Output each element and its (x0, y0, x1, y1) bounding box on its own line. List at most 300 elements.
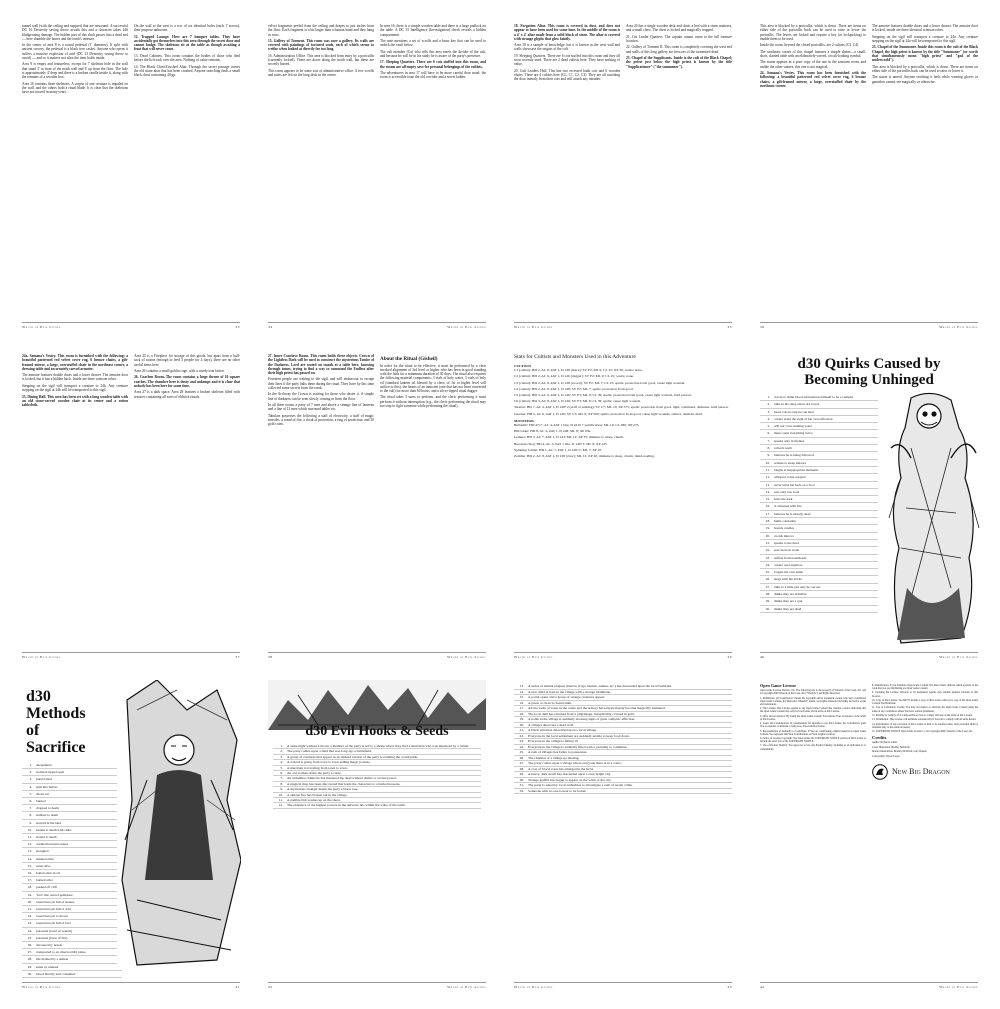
paragraph: 17. Sleeping Quarters. There are 6 cots stuffed into this room, and the rooms are all empty save for personal belongings of the cultists. (380, 60, 486, 69)
running-footer: Wrath of Evil Liches (939, 325, 978, 329)
paragraph: This room appears to be some sort of administrative office. A few scrolls and notes are left on the long desk in the center. (268, 68, 374, 78)
list-item (760, 474, 878, 481)
item-text: refuses to sleep indoors (774, 460, 806, 465)
item-text: never turns his back on a door (774, 482, 815, 487)
item-text: "fed" into sacred gemstone (36, 892, 73, 897)
item-text: A priest or cleric is found slain. (528, 700, 573, 705)
page-title: d30 Methods of Sacrifice (26, 688, 86, 756)
column-right (134, 354, 240, 636)
license-clause: 4. Grant and Consideration: In consideration for agreeing to use this License, the Contributors grant You a perpetual, worldwide, royalty-free, non-exclusive license. (760, 722, 866, 729)
item-number: 5. (767, 424, 770, 429)
item-text: blood directly and consumed (36, 971, 76, 976)
item-number: 13. (765, 482, 770, 487)
page-40 (751, 340, 987, 666)
item-text: tossed into pit to drown (36, 914, 69, 919)
item-number: 7. (280, 776, 283, 781)
column-left (268, 354, 374, 636)
paragraph: Area 20 has a single wooden desk and chair, a bed with a straw mattress, and a small chest. The chest is locked and magically trapped. (626, 24, 732, 33)
page-39 (505, 340, 741, 666)
list-item (22, 935, 122, 942)
item-text: Everyone in the local settlement are suddenly unable to keep food down. (528, 733, 630, 738)
lich-illustration (881, 388, 981, 650)
item-text: thinks they are dead (774, 606, 802, 611)
page-heading: Stats for Cultists and Monsters Used in this Adventure (514, 354, 636, 360)
item-text: The existence of the highest powers in the universe lies within the walls of the tomb. (287, 803, 406, 808)
list-item (760, 562, 878, 569)
running-footer: Wrath of Evil Liches (514, 985, 553, 989)
running-footer: Wrath of Evil Liches (514, 325, 553, 329)
item-text: A stake night without a moon: a member of the party is led to a shrine where they find a dead man who was murdered by a cultist. (287, 744, 470, 748)
running-footer: Wrath of Evil Liches (939, 985, 978, 989)
item-number: 28. (519, 766, 524, 771)
page-number: 41 (235, 985, 240, 989)
item-text: An old woman offers the party a curse. (287, 771, 342, 776)
item-text: The children of a village go missing. (528, 755, 580, 760)
list-item (760, 511, 878, 518)
paragraph: Area 26 contains a small goblin cage, with a sturdy iron lattice. (134, 368, 225, 373)
item-text: eaten by undead (36, 964, 59, 969)
license-clause: 7. Use of Product Identity: You agree not to Use any Product Identity, including as an indication as to compatibility. (760, 744, 866, 751)
item-number: 21. (27, 907, 32, 912)
paragraph: 14. The Black Chest/Crushed Altar. Through the secret passage comes the old stone altar that has been crushed. Anyone searching finds a small black chest containing 40 gp. (134, 64, 240, 78)
item-number: 29. (765, 599, 770, 604)
item-number: 7. (767, 438, 770, 443)
item-text: sings with the devils (774, 577, 802, 582)
item-number: 22. (765, 548, 770, 553)
item-number: 26. (519, 755, 524, 760)
page-number: 39 (727, 655, 732, 659)
item-text: believes he is being followed (774, 453, 814, 458)
stat-block: C3 (cultist): HD 2, AC 8, #AT 1, D 1d8 (sword); SV F2; ML 7; CL 25; spells: protection from good, cause light wounds. (514, 380, 686, 385)
item-number: 10. (765, 460, 770, 465)
paragraph: The armoire features double doors and a lower drawer. The armoire door is locked, but it has a hidden latch. Inside are three crimson robes. (22, 373, 128, 382)
item-number: 10. (27, 827, 32, 832)
item-number: 31. (519, 783, 524, 787)
item-text: cannot stand the sight of his own reflection (774, 416, 833, 421)
publisher-name: New Big Dragon (892, 767, 950, 777)
dragon-icon (872, 764, 888, 780)
item-number: 8. (29, 813, 32, 818)
item-number: 18. (27, 885, 32, 890)
item-text: suffers from nosebleeds (774, 555, 807, 560)
page-number: 44 (760, 985, 765, 989)
item-number: 6. (280, 771, 283, 776)
list-item (22, 769, 122, 776)
item-text: talks to a little girl only he can see (774, 584, 821, 589)
license-clause: Open Game License Version 1.0a. The following text is the property of Wizards of the Coast, Inc. and is Copyright 2000 Wizards of the Coast, Inc ("Wizards"). All Rights Reserved. (760, 689, 866, 696)
paragraph: The adventurers in area 17 will have to be more careful than usual: the room is accessible from the old corridor and a secret ladder. (380, 71, 486, 80)
item-text: whispers to his weapon (774, 475, 806, 480)
list-item (22, 791, 122, 798)
list-item (760, 409, 878, 416)
sacrifice-illustration (117, 680, 241, 970)
license-clause: 6. Notice of License Copyright: You must update the COPYRIGHT NOTICE portion of this License to include the exact text of the COPYRIGHT NOTICE. (760, 737, 866, 744)
item-text: skinned alive (36, 856, 54, 861)
item-text: burned alive (36, 878, 53, 883)
list-item (22, 834, 122, 841)
item-number: 24. (765, 562, 770, 567)
item-number: 1. (280, 744, 283, 748)
item-number: 9. (767, 453, 770, 458)
running-footer: Wrath of Evil Liches (22, 985, 61, 989)
item-number: 30. (27, 971, 32, 976)
list-item (22, 827, 122, 834)
paragraph: tunnel wall (with the ceiling and support) that are unwound. A successful DC 16 Dexterity saving throw avoids this and a character takes 1d6 bludgeoning damage. The hidden part of this shaft passes into a dead end — here shamble the bones and the tomb's treasure. (22, 24, 128, 41)
item-number: 29. (27, 964, 32, 969)
item-number: 23. (765, 555, 770, 560)
item-text: boiled alive in oil (36, 871, 60, 876)
paragraph: 20. Cult Leaders Hall. This has two recessed bunk cots and 6 wooden chairs. There are 4 cultists here (CL, C1, C2, C3). They are all watching the door intently from their cots and will attack any intruder. (514, 68, 620, 82)
item-text: sees faces in walls (774, 548, 799, 553)
item-number: 23. (519, 739, 524, 743)
item-text: Someone with no one is near to be found. (528, 788, 587, 793)
item-text: fears the dark (774, 497, 793, 502)
item-text: pushed off cliff (36, 885, 57, 890)
item-number: 17. (519, 706, 524, 710)
item-text: A rash of villages has fallen to possession. (528, 750, 588, 754)
item-number: 27. (765, 584, 770, 589)
page-number: 33 (235, 325, 240, 329)
list-item (22, 870, 122, 877)
paragraph: On the wall to the west is a row of six identical holes (each 1' across), their purpose unknown. (134, 24, 240, 33)
item-number: 24. (519, 744, 524, 749)
stat-block: Hill Giant: HD 8, AC 4, #AT 1, D 2d8; ML 8; XP 650. (514, 429, 592, 434)
list-item (760, 482, 878, 489)
paragraph: 23. Chapel of the Supplicants. Inside is the cult of the Black Chapel; the priest just below the high priest is known by the title "Supplicationer" ("the summoner"). (626, 56, 732, 69)
stat-block: Tarabur: HD 7, AC 4, #AT 1, D 1d8+2 (staff of striking); SV C7; ML 10; XP 575; spells: protection from good, light, command, darkness, hold person. (514, 405, 729, 410)
running-footer: Wrath of Evil Liches (447, 985, 486, 989)
item-text: life drained by a demon (36, 957, 69, 962)
stat-block: C2 (cultist): HD 2, AC 9, #AT 1, D 1d6 (dagger); SV F2; ML 9; CL 25; wants: none. (514, 374, 634, 379)
list-item (22, 848, 122, 855)
item-number: 17. (765, 511, 770, 516)
list-item (22, 899, 122, 906)
paragraph: Area 9 is empty and featureless, except for 7 skeleton hide in the wall that stand 3' in front of the north wall and 6' up from the floor. The hole is approximately 4' deep and there is a broken candle inside it, along with the remains of a wooden box. (22, 62, 128, 80)
item-text: transported to an otherworldly plane (36, 950, 86, 955)
list-item (22, 798, 122, 805)
item-number: 29. (519, 772, 524, 776)
item-text: A zombie fish washes up on the shore. (287, 798, 341, 803)
paragraph: The statue is unreal. Anyone reaching it feels while wearing gloves or gauntlets cannot see magically or otherwise. (872, 75, 978, 84)
running-footer: Wrath of Evil Liches (939, 655, 978, 659)
list-item (760, 423, 878, 430)
item-text: A black wind has descended upon a local village. (528, 728, 597, 732)
license-clause: 12. Inability to Comply: If it is impossible for You to comply with any of the terms of this License. (872, 713, 973, 717)
license-clause: 3. Offer and Acceptance: By Using the Open Game Content You indicate Your acceptance of the terms of this License. (760, 714, 866, 721)
item-number: 15. (765, 497, 770, 502)
paragraph: Stepping on the sigil will transport a creature to 24b. Any creature stepping on the sigil at 24b will be transported to this sigil. (22, 383, 128, 393)
item-number: 26. (765, 577, 770, 582)
credits-title: Credits (872, 735, 887, 741)
list-item (760, 460, 878, 467)
stat-block: C1 (cultist): HD 2, AC 8, #AT 1, D 1d6 (mace); SV F2; ML 9; CL 25; XP 39; wants: none. (514, 368, 643, 373)
paragraph: This area is blocked by a portcullis, which is down. There are items on either side of the portcullis back can be used to raise or lower it. (872, 64, 978, 73)
ogl-column-left (760, 684, 866, 974)
list-item (760, 394, 878, 401)
item-text: believes he is already dead (774, 511, 811, 516)
page-number: 34 (268, 325, 273, 329)
list-item (760, 555, 878, 562)
hooks-list (273, 744, 481, 809)
item-number: 14. (765, 489, 770, 494)
list-item (22, 956, 122, 963)
item-text: A sinister fire has broken out in the village. (287, 792, 348, 797)
item-number: 15. (27, 863, 32, 868)
item-number: 11. (278, 798, 283, 803)
item-number: 2. (280, 749, 283, 754)
list-item (22, 884, 122, 891)
item-text: A mysterious stranger hands the party a black rose. (287, 787, 359, 792)
item-number: 4. (29, 784, 32, 789)
item-text: A magical map has been discovered that leads the characters to a buried treasure. (287, 781, 401, 786)
list-item (22, 762, 122, 769)
paragraph: The armoire features double doors and a lower drawer. The armoire door is locked, inside are three identical crimson robes. (872, 24, 978, 33)
item-number: 19. (27, 892, 32, 897)
cultists-heading: CULTISTS (514, 364, 532, 368)
stat-blocks (514, 364, 732, 634)
list-item (514, 789, 732, 795)
item-number: 1. (767, 395, 770, 399)
paragraph: Inside the room, beyond the closed portcullis, are 2 cultists (C3, C4). (760, 43, 860, 48)
item-number: 4. (767, 416, 770, 421)
item-text: poisoned (bowl of venom) (36, 928, 72, 933)
list-item (760, 467, 878, 474)
paragraph: The statue appears as a poor copy of the one in the sanctum room, and unlike the other statues, this one is not magical. (760, 60, 866, 69)
list-item (760, 576, 878, 583)
license-clause: 11. Use of Contributor Credits: You may not market or advertise the Open Game Content using the name of any Contributor unless You have written permission. (872, 706, 978, 713)
item-number: 4. (280, 760, 283, 765)
running-footer: Wrath of Evil Liches (514, 655, 553, 659)
stat-block: Bullsimir: HD 4+1*, AC 4, #AT 1 bite; D 2d10 + petrification; ML 10; CL 280; XP 275. (514, 423, 640, 428)
item-number: 22. (519, 733, 524, 738)
running-footer: Wrath of Evil Liches (22, 655, 61, 659)
item-text: crushed between stones (36, 842, 69, 847)
paragraph: The cult member (Cu) who tells this area meets the divider of the cult, and because he will be in his study he is aware of the party's presence. (380, 49, 486, 58)
page-number: 40 (760, 655, 765, 659)
item-number: 13. (519, 684, 524, 688)
paragraph: Area 25 is a Fireplace for storage of this goods, but apart from a half-sack of raisins (enough to feed 3 people for 4 days), there are no other useful items here. (134, 354, 240, 367)
credit-line: Cover Illustration: Bradley McDevitt (872, 745, 910, 749)
item-text: A new child is born in the village with a strange birthmark. (528, 689, 611, 694)
item-number: 5. (29, 791, 32, 796)
page-38 (259, 340, 495, 666)
item-number: 21. (519, 728, 524, 732)
license-clause: 9. Updating the License: Wizards or its designated Agents may publish updated versions of this License. (872, 691, 978, 698)
page-number: 37 (235, 655, 240, 659)
paragraph: 24. Samana's Vestry. This room has been furnished with the following: a beautiful patterned red velvet cover rug, 6 bronze chairs, a gilt-framed mirror, a large, overstuffed chair by the northeast corner. (760, 71, 866, 88)
paragraph: This area is blocked by a portcullis, which is down. There are items on either side of the portcullis back can be used to raise or lower the portcullis. The levers are locked and require a key (or lockpicking) to enable them to be used. (760, 24, 866, 41)
item-text: dropped to death (36, 806, 59, 811)
item-text: Everyone in the village is suddenly filled with a yearning to commune. (528, 744, 628, 749)
item-number: 28. (765, 592, 770, 597)
list-item (22, 863, 122, 870)
paragraph: The southeast corner of this chapel features a simple shrine—a small, short, slanted table with an elaborately-carved, occult-looking symbol. (760, 49, 866, 58)
item-number: 18. (765, 519, 770, 524)
item-number: 2. (29, 770, 32, 775)
column-right (872, 24, 978, 306)
item-number: 27. (27, 950, 32, 955)
item-number: 22. (27, 914, 32, 919)
item-text: talks in his sleep about old lovers (774, 402, 820, 407)
item-text: speaks only in rhymes (774, 438, 805, 443)
item-number: 14. (519, 689, 524, 694)
list-item (760, 489, 878, 496)
item-text: The party is asked by local authorities to investigate a rash of recent crime. (528, 783, 633, 787)
item-number: 18. (519, 711, 524, 716)
item-text: stoned to death (36, 835, 57, 840)
list-item (22, 913, 122, 920)
item-text: A wizard is going from town to town selling magic potions. (287, 760, 371, 765)
license-clause: 8. Identification: If you distribute Open Game Content You must clearly indicate which portions of the work that you are distributing are Open Game Content. (872, 684, 978, 691)
paragraph: Fourteen people are waiting to the sigil, and will endeavour to escape their lines if the party halts them during the ritual. They have by this time collected some secrets from the tomb. (268, 377, 374, 390)
credit-line: Cartography: Dyson Logos (872, 754, 900, 758)
paragraph: In the center of area 8 is a round pedestal (1' diameter). If split with ancient sorcery, the pedestal is a black iron casket. Anyone who opens it suffers a massive explosion of acid (DC 13 Dexterity saving throw to avoid) — and so it matters not what the item holds inside. (22, 43, 128, 60)
credit-line: Author: Richard Le Reis (872, 741, 898, 745)
item-text: devoured by beasts (36, 943, 62, 948)
item-text: forgets his own name (774, 570, 804, 575)
item-number: 12. (27, 842, 32, 847)
list-item (760, 547, 878, 554)
paragraph: In order for the ritual to be effective, it must be performed by a clear invoked alignment of 3rd level or higher who has been in good standing with the faith for a minimum duration of 30 days. The ritual also requires the following material components: 3 vials of holy water, 3 vials of holy oil (standard lantern oil blessed by a cleric of 1st or higher level will suffice to this), the hearts of an innocent (one that has not been converted to the cult) for more than 60 hours, and a silver-tipped ritual dagger. (380, 363, 486, 393)
paragraph: Tabulars possesses the following a staff of electricity, a staff of magic missiles, a wand of fire, a cloak of protection, a ring of protection, and 50 gold coins. (268, 413, 374, 427)
item-text: A heavy, dark storm has descended upon a once bright city. (528, 772, 611, 776)
item-number: 16. (765, 504, 770, 509)
item-number: 20. (519, 722, 524, 727)
list-item (760, 496, 878, 503)
paragraph: 13. Dead Cabinets. This room contains the bodies of those who died before the lich took over the area. Nothing of value remains. (134, 53, 240, 63)
list-item (22, 877, 122, 884)
column-left (268, 24, 374, 306)
paragraph: 22. Gallery of Torment II. This room is completely covering the west end and walls of this long gallery are frescoes of the tormented dead. (626, 45, 732, 54)
list-item (22, 776, 122, 783)
item-text: split into halves (36, 784, 58, 789)
item-text: stomach ripped open (36, 770, 65, 775)
item-number: 32. (519, 788, 524, 793)
item-text: A crop of blood roses has emerged in the field. (528, 766, 594, 771)
item-number: 11. (27, 835, 32, 840)
item-text: eats only raw food (774, 489, 800, 494)
item-text: The local dam has returned from a pilgrimage, inexplicably covered in gold. (528, 711, 635, 716)
item-number: 11. (765, 467, 770, 472)
page-33 (13, 10, 249, 336)
item-text: hears voices only he can hear (774, 409, 814, 414)
list-item (760, 401, 878, 408)
item-text: A merchant is traveling from town to town. (287, 765, 348, 770)
list-item (22, 928, 122, 935)
running-footer: Wrath of Evil Liches (22, 325, 61, 329)
stat-block: C5 (cultist): HD 3, AC 9, #AT 1, D 1d6; SV F3; ML 8; CL 39; spells: protection from good, cause light wounds, hold person. (514, 393, 692, 398)
list-item (22, 971, 122, 978)
list-item (760, 445, 878, 452)
paragraph: 26. Coachen Room. The room contains a large throne of 16 square coaches. The chamber here is dusty and unkempt and it is clear that nobody has been here for some time. (134, 375, 240, 388)
list-item (760, 540, 878, 547)
license-clause: 13. Termination: This License will terminate automatically if You fail to comply with all terms herein. (872, 718, 976, 722)
page-title: d30 Evil Hooks & Seeds (305, 724, 449, 739)
item-number: 6. (767, 431, 770, 436)
item-number: 13. (27, 849, 32, 854)
column-left (22, 24, 128, 306)
item-number: 24. (27, 928, 32, 933)
quirks-list (760, 394, 878, 613)
list-item (760, 598, 878, 605)
item-text: craves to drink blood and believes himself to be a vampire (774, 395, 854, 399)
item-text: The party comes upon a village where everyone there is in a coma. (528, 761, 622, 765)
header-illustration (268, 680, 486, 730)
item-text: strangled (36, 849, 49, 854)
item-text: starved in the land (36, 820, 61, 825)
item-text: thinks they are a god (774, 599, 803, 604)
item-text: speaks to the dead (774, 540, 799, 545)
item-text: burned (36, 799, 46, 804)
license-clause: 1. Definitions: (a)"Contributors" means the copyright and/or trademark owners who have contributed Open Game Content; (b)"Derivative Material" means copyrighted material including derivative works and translations. (760, 696, 866, 706)
running-footer: Wrath of Evil Liches (447, 325, 486, 329)
license-clause: 5. Representation of Authority to Contribute: If You are contributing original material as Open Game Content, You represent that Your Contributions are Your original creation. (760, 729, 866, 736)
sacrifice-list (22, 762, 122, 978)
page-number: 38 (268, 655, 273, 659)
list-item (760, 533, 878, 540)
item-number: 10. (278, 792, 283, 797)
page-44 (751, 670, 987, 996)
item-number: 6. (29, 799, 32, 804)
list-item (22, 949, 122, 956)
stat-block: C6 (cultist): HD 3, AC 8, #AT 1, D 1d6; SV F3; ML 8; CL 39; spells: cause light wounds. (514, 399, 642, 404)
item-text: stabbed to death (36, 813, 59, 818)
item-text: is obsessed with fire (774, 504, 802, 509)
list-item (22, 805, 122, 812)
item-number: 2. (767, 402, 770, 407)
item-number: 20. (27, 899, 32, 904)
item-text: A noble in the village is suddenly showing signs of great vampiric affliction. (528, 717, 636, 721)
column-right (380, 354, 486, 636)
paragraph: 12. Trapped Lounge. Here are 7 banquet tables. They have accidentally got themselves into this area through the secret door and cannot budge. The skeletons sit at the table as though awaiting a feast that will never come. (134, 34, 240, 52)
list-item (22, 892, 122, 899)
list-item (22, 841, 122, 848)
paragraph: 25. Dining Hall. This area has been set with a long wooden table with an old stone-carved wooden chair at its center and a rotten tablecloth. (22, 394, 128, 408)
item-text: thinks they are invisible (774, 592, 807, 597)
item-number: 8. (767, 446, 770, 451)
page-number: 42 (268, 985, 273, 989)
item-text: eaten alive (36, 863, 51, 868)
page-37 (13, 340, 249, 666)
column-left (22, 354, 128, 636)
stat-block: Gareme: HD 5, AC 6, #AT 1, D 1d6; SV C5; ML 9; XP 200; spells: protection from good, cause light wounds, silence, animate dead. (514, 411, 703, 416)
item-text: cannot read anymore (774, 562, 803, 567)
item-text: Everyone in the village is falling ill. (528, 739, 579, 743)
item-number: 7. (29, 806, 32, 811)
paragraph: The ritual takes 3 turns to perform, and the cleric performing it must perform it without interruption (e.g., the cleric performing the ritual may not stop to fight someone while performing the ritual). (380, 395, 486, 408)
list-item (760, 452, 878, 459)
item-text: tossed into pit full of acid (36, 907, 71, 912)
paragraph: 18. Forgotten Altar. This room is covered in dust, and does not appear to have been used for some time. In the middle of the room is a 4' x 4' altar made from a solid block of stone. The altar is covered with strange glyphs that glow faintly. (514, 24, 620, 41)
list-item (760, 438, 878, 445)
column-right (134, 24, 240, 306)
paragraph: 24a. Samana's Vestry. This room is furnished with the following: a beautiful patterned red velvet cover rug, 6 bronze chairs, a gilt-framed mirror, a large, overstuffed chair in the northeast corner, a dressing table and an ornately carved armoire. (22, 354, 128, 371)
item-number: 12. (765, 475, 770, 480)
page-42 (259, 670, 495, 996)
stat-block: Spinning Cultist: HD 1, AC 7, #AT 1, D 1d6+1; ML 7; XP 10. (514, 447, 603, 452)
item-number: 20. (765, 533, 770, 538)
section-heading: About the Ritual (Gisheil) (380, 356, 438, 362)
paragraph: 15. Gallery of Torment. This room was once a gallery. Its walls are covered with paintings of tortured souls, each of which seems to writhe when looked at directly for too long. (268, 38, 374, 52)
list-item (760, 591, 878, 598)
list-item (22, 920, 122, 927)
page-number: 43 (727, 985, 732, 989)
item-text: buried alive (36, 777, 53, 782)
list-item (22, 942, 122, 949)
paragraph: 25. Chapel of the Summoner. Inside this room is the cult of the Black Chapel, the high priest is known by the title "Summoner" (or words that simultaneously mean "high priest" and "god of the underworld"). (872, 45, 978, 63)
item-number: 16. (519, 700, 524, 705)
item-number: 1. (29, 763, 32, 767)
